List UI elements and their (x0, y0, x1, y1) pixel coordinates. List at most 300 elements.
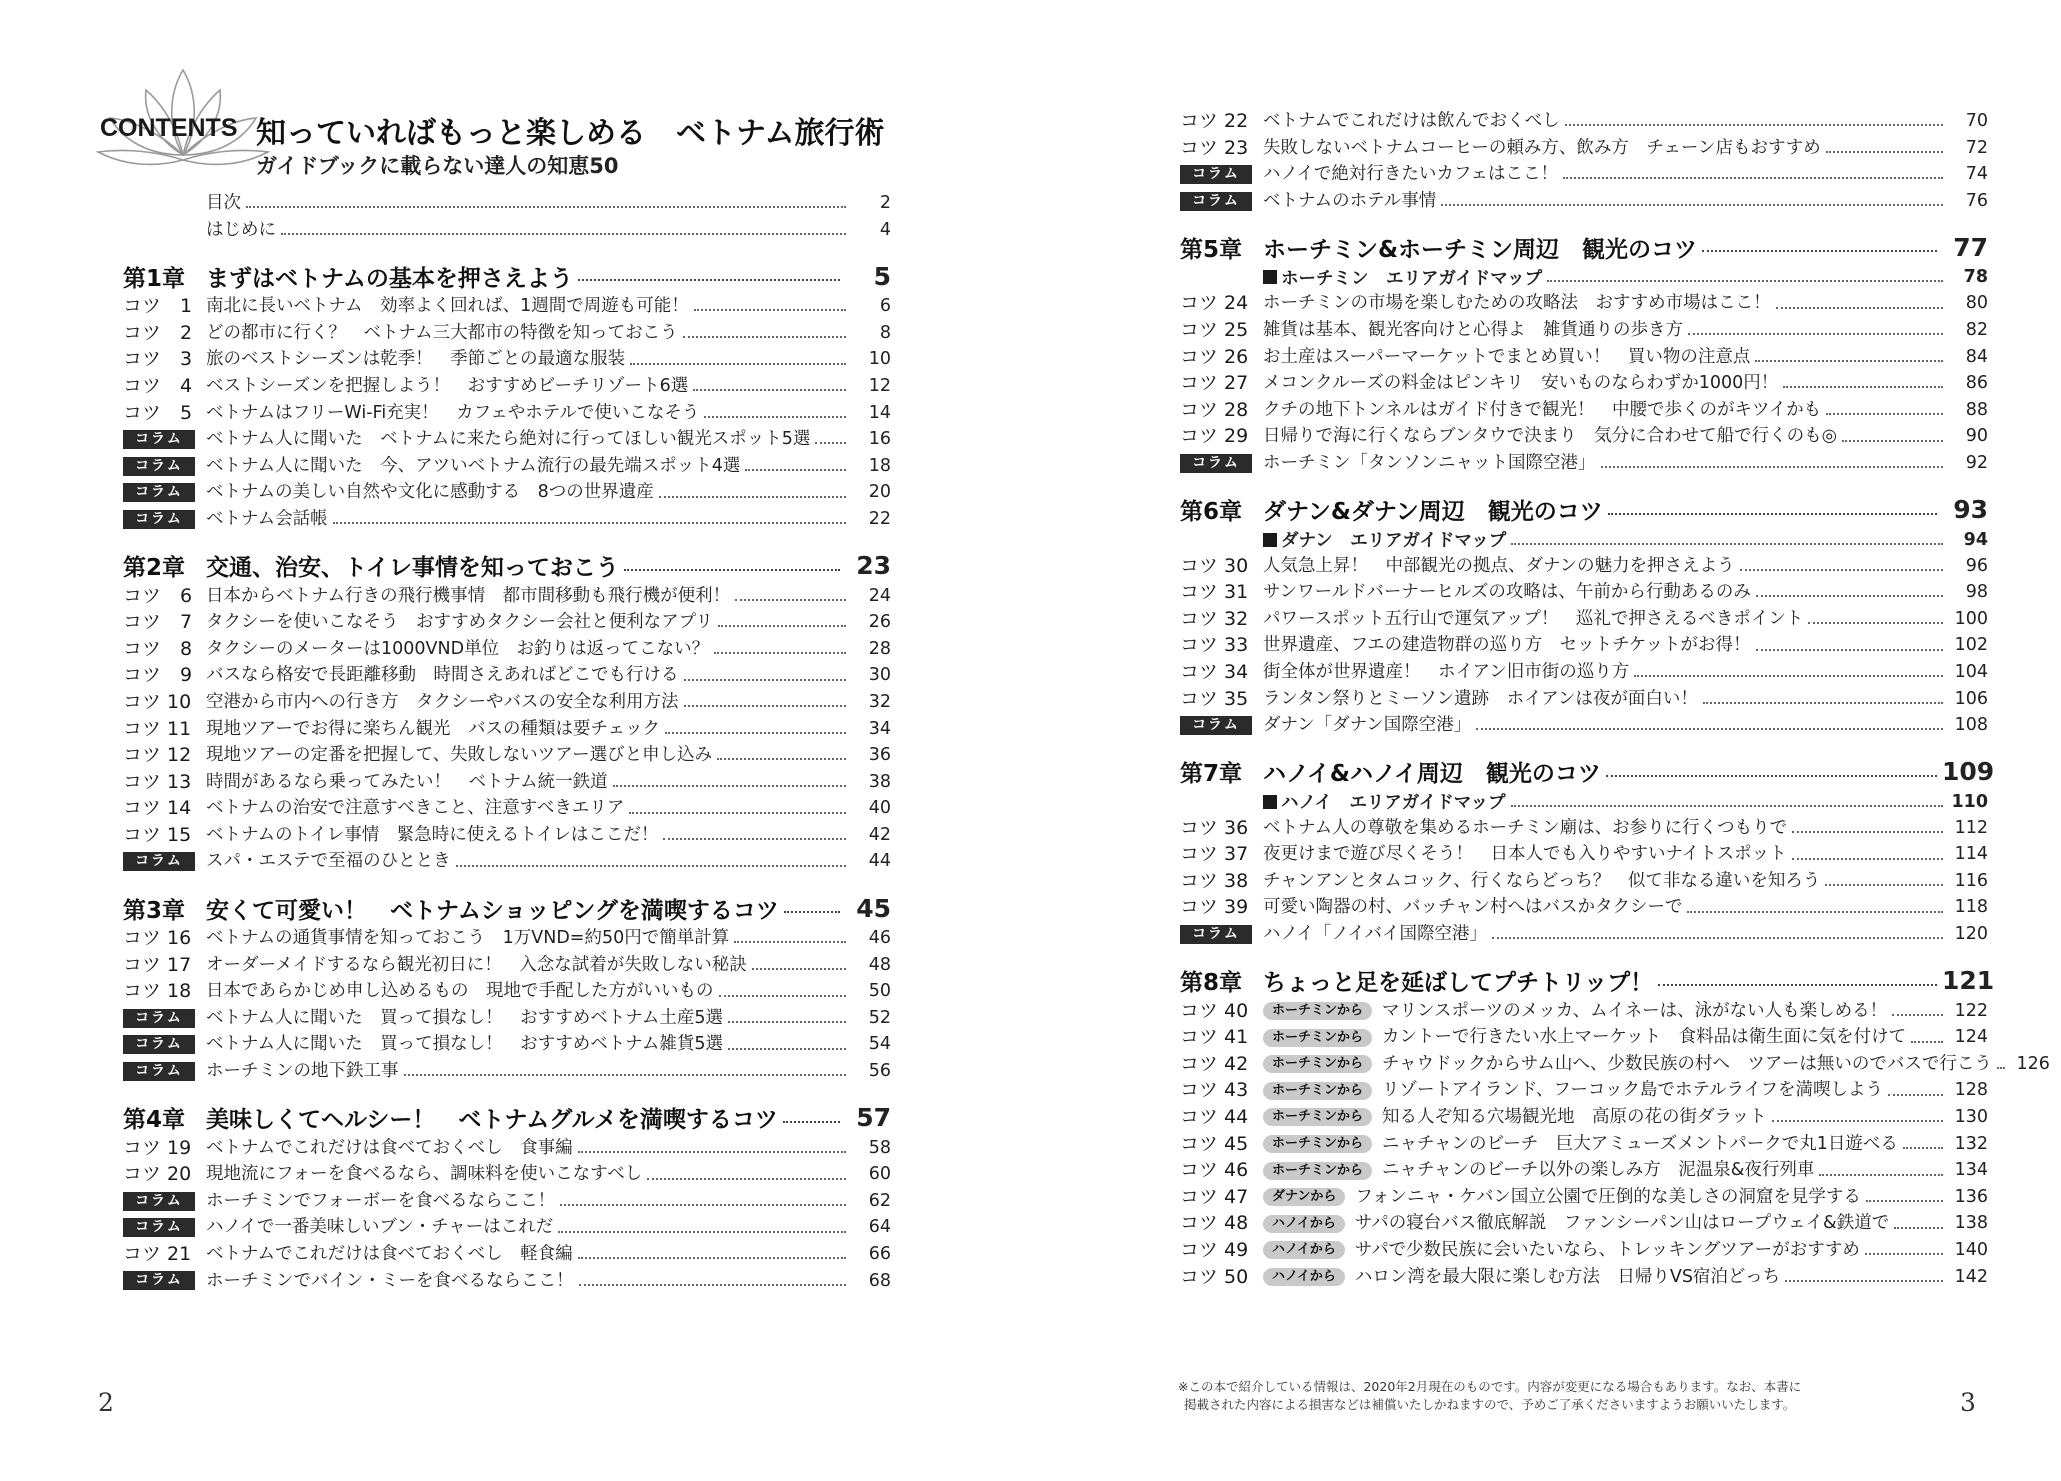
column-badge: コラム (1180, 454, 1252, 473)
entry-title: ハノイ「ノイバイ国際空港」 (1263, 924, 1487, 945)
leader-dots (630, 363, 846, 365)
toc-entry[interactable] (123, 978, 891, 1005)
leader-dots (1772, 1120, 1943, 1122)
toc-entry[interactable] (1180, 1157, 1988, 1184)
chapter-page: 5 (873, 261, 891, 291)
column-entry[interactable] (1180, 188, 1988, 215)
entry-title: お土産はスーパーマーケットでまとめ買い！ 買い物の注意点 (1263, 346, 1751, 367)
toc-entry[interactable] (123, 1241, 891, 1268)
entry-title: サパの寝台バス徹底解説 ファンシーパン山はロープウェイ&鉄道で (1354, 1213, 1890, 1234)
leader-dots (560, 1204, 846, 1206)
column-badge: コラム (123, 1062, 195, 1081)
column-badge: コラム (1180, 192, 1252, 211)
entry-page: 120 (1954, 924, 1988, 945)
tip-label: コツ 32 (1180, 607, 1249, 630)
toc-entry[interactable] (1180, 1184, 1988, 1211)
leader-dots (1601, 466, 1944, 468)
toc-entry[interactable] (123, 320, 891, 347)
leader-dots (683, 336, 846, 338)
entry-title: 世界遺産、フエの建造物群の巡り方 セットチケットがお得！ (1263, 635, 1751, 656)
entry-page: 22 (868, 508, 891, 529)
left-page (0, 0, 1030, 1481)
entry-title: ベトナム人に聞いた 買って損なし！ おすすめベトナム雑貨5選 (206, 1034, 724, 1055)
chapter-title: 美味しくてヘルシー！ ベトナムグルメを満喫するコツ (206, 1107, 778, 1134)
entry-page: 114 (1954, 844, 1988, 865)
leader-dots (1606, 775, 1937, 777)
toc-entry[interactable] (123, 293, 891, 320)
entry-title: 雑貨は基本、観光客向けと心得よ 雑貨通りの歩き方 (1263, 319, 1683, 340)
entry-page: 98 (1965, 582, 1988, 603)
toc-entry[interactable] (1180, 815, 1988, 842)
toc-entry[interactable] (1180, 1077, 1988, 1104)
leader-dots (246, 206, 846, 208)
origin-tag: ホーチミンから (1263, 1055, 1372, 1073)
entry-page: 16 (868, 429, 891, 450)
leader-dots (659, 496, 846, 498)
entry-title: 街全体が世界遺産！ ホイアン旧市街の巡り方 (1263, 661, 1630, 682)
entry-title: 空港から市内への行き方 タクシーやバスの安全な利用方法 (206, 691, 679, 712)
leader-dots (1634, 675, 1943, 677)
entry-page: 26 (868, 612, 891, 633)
tip-label: コツ 2 (123, 321, 193, 344)
entry-page: 60 (868, 1164, 891, 1185)
entry-page: 78 (1963, 267, 1988, 288)
toc-entry[interactable] (123, 1161, 891, 1188)
entry-title: 現地ツアーの定番を把握して、失敗しないツアー選びと申し込み (206, 745, 713, 766)
leader-dots (1826, 151, 1943, 153)
tip-label: コツ 30 (1180, 554, 1249, 577)
area-map-entry[interactable] (1180, 789, 1988, 815)
tip-label: コツ 23 (1180, 136, 1249, 159)
toc-entry[interactable] (1180, 998, 1988, 1025)
tip-label: コツ 36 (1180, 816, 1249, 839)
toc-entry[interactable] (123, 925, 891, 952)
area-map-entry[interactable] (1180, 264, 1988, 290)
area-map-title: ダナン エリアガイドマップ (1281, 531, 1507, 552)
entry-page: 38 (868, 771, 891, 792)
chapter-title: 交通、治安、トイレ事情を知っておこう (206, 555, 619, 582)
tip-label: コツ 39 (1180, 896, 1249, 919)
toc-entry[interactable] (1180, 1024, 1988, 1051)
leader-dots (1888, 1094, 1943, 1096)
origin-tag: ハノイから (1263, 1268, 1345, 1286)
entry-page: 66 (868, 1244, 891, 1264)
column-entry[interactable] (123, 848, 891, 875)
entry-page: 70 (1965, 111, 1988, 131)
toc-entry[interactable] (123, 952, 891, 979)
toc-entry[interactable] (123, 583, 891, 610)
leader-dots (578, 1151, 846, 1153)
chapter-page: 121 (1942, 966, 1995, 996)
column-entry[interactable] (123, 479, 891, 506)
entry-page: 72 (1965, 137, 1988, 158)
toc-entry[interactable] (1180, 344, 1988, 371)
toc-entry[interactable] (1180, 632, 1988, 659)
toc-entry[interactable] (1180, 686, 1988, 713)
entry-title: ホーチミンでフォーボーを食べるならここ！ (206, 1190, 556, 1211)
entry-page: 92 (1965, 452, 1988, 473)
leader-dots (694, 309, 846, 311)
leader-dots (1688, 333, 1943, 335)
entry-page: 2 (879, 193, 891, 213)
tip-label: コツ 28 (1180, 398, 1249, 421)
entry-page: 116 (1954, 870, 1988, 891)
entry-title: ベトナムでこれだけは食べておくべし 食事編 (206, 1137, 573, 1158)
column-entry[interactable] (123, 1188, 891, 1215)
tip-label: コツ 20 (123, 1163, 192, 1186)
tip-label: コツ 12 (123, 744, 192, 767)
entry-title: ニャチャンのビーチ以外の楽しみ方 泥温泉&夜行列車 (1382, 1160, 1815, 1181)
toc-entry[interactable] (123, 636, 891, 663)
toc-entry[interactable] (1180, 423, 1988, 450)
chapter-label: 第7章 (1180, 761, 1243, 788)
column-badge: コラム (123, 483, 195, 502)
entry-page: 96 (1965, 555, 1988, 576)
tip-label: コツ 5 (123, 401, 193, 424)
entry-title: ベトナムのトイレ事情 緊急時に使えるトイレはここだ！ (206, 824, 659, 845)
tip-label: コツ 6 (123, 584, 193, 607)
chapter-title: ハノイ&ハノイ周辺 観光のコツ (1263, 761, 1601, 788)
entry-title: 夜更けまで遊び尽くそう！ 日本人でも入りやすいナイトスポット (1263, 844, 1787, 865)
entry-title: サパで少数民族に会いたいなら、トレッキングツアーがおすすめ (1354, 1240, 1860, 1260)
entry-title: ホーチミンの地下鉄工事 (206, 1061, 399, 1082)
leader-dots (613, 785, 846, 787)
entry-page: 48 (868, 954, 891, 975)
origin-tag: ホーチミンから (1263, 1002, 1372, 1020)
column-badge: コラム (1180, 165, 1252, 184)
chapter-heading[interactable] (123, 549, 891, 583)
entry-title: フォンニャ・ケバン国立公園で圧倒的な美しさの洞窟を見学する (1355, 1186, 1861, 1207)
leader-dots (647, 1178, 846, 1180)
entry-title: ホーチミンでバイン・ミーを食べるならここ！ (206, 1270, 574, 1291)
entry-title: スパ・エステで至福のひととき (206, 851, 451, 872)
toc-entry[interactable] (1180, 135, 1988, 162)
entry-page: 64 (868, 1217, 891, 1238)
toc-entry[interactable] (123, 822, 891, 849)
chapter-heading[interactable] (1180, 755, 1995, 789)
toc-entry[interactable] (123, 795, 891, 822)
entry-page: 90 (1965, 426, 1988, 447)
origin-tag: ホーチミンから (1263, 1108, 1372, 1126)
chapter-heading[interactable] (123, 259, 891, 293)
tip-label: コツ 49 (1180, 1239, 1249, 1261)
page-number-left: 2 (98, 1388, 114, 1417)
toc-entry[interactable] (1180, 553, 1988, 580)
leader-dots (704, 416, 846, 418)
entry-title: マリンスポーツのメッカ、ムイネーは、泳がない人も楽しめる！ (1382, 1000, 1888, 1021)
chapter-title: ホーチミン&ホーチミン周辺 観光のコツ (1263, 236, 1698, 263)
entry-page: 8 (879, 322, 891, 343)
leader-dots (1702, 250, 1937, 252)
toc-entry[interactable] (1180, 290, 1988, 317)
entry-page: 108 (1954, 715, 1988, 736)
entry-page: 138 (1954, 1213, 1988, 1234)
entry-title: ニャチャンのビーチ 巨大アミューズメントパークで丸1日遊べる (1382, 1133, 1898, 1154)
tip-label: コツ 17 (123, 953, 192, 976)
entry-title: ベトナムの通貨事情を知っておこう 1万VND=約50円で簡単計算 (206, 928, 730, 949)
column-entry[interactable] (123, 1005, 891, 1032)
leader-dots (1808, 622, 1943, 624)
leader-dots (1783, 386, 1943, 388)
tip-label: コツ 24 (1180, 292, 1249, 315)
column-badge: コラム (123, 1271, 195, 1290)
tip-label: コツ 50 (1180, 1265, 1249, 1288)
chapter-heading[interactable] (1180, 493, 1988, 527)
column-entry[interactable] (1180, 712, 1988, 739)
tip-label: コツ 33 (1180, 634, 1249, 657)
leader-dots (665, 732, 846, 734)
tip-label: コツ 45 (1180, 1132, 1249, 1155)
entry-title: リゾートアイランド、フーコック島でホテルライフを満喫しよう (1382, 1080, 1884, 1101)
entry-page: 126 (2016, 1053, 2050, 1074)
toc-entry[interactable] (123, 716, 891, 743)
leader-dots (1756, 649, 1943, 651)
chapter-label: 第3章 (123, 897, 186, 924)
toc-entry[interactable] (123, 190, 891, 217)
column-entry[interactable] (123, 1031, 891, 1058)
entry-title: 失敗しないベトナムコーヒーの頼み方、飲み方 チェーン店もおすすめ (1263, 137, 1821, 158)
toc-entry[interactable] (123, 346, 891, 373)
column-entry[interactable] (123, 1058, 891, 1085)
chapter-heading[interactable] (123, 891, 891, 925)
entry-title: ダナン「ダナン国際空港」 (1263, 715, 1472, 736)
toc-entry[interactable] (1180, 1237, 1988, 1264)
entry-page: 52 (868, 1007, 891, 1028)
column-entry[interactable] (1180, 921, 1988, 948)
tip-label: コツ 27 (1180, 372, 1249, 395)
entry-page: 36 (868, 745, 891, 766)
leader-dots (1547, 280, 1943, 282)
leader-dots (1792, 831, 1943, 833)
tip-label: コツ 26 (1180, 345, 1249, 368)
leader-dots (1866, 1200, 1943, 1202)
chapter-label: 第5章 (1180, 236, 1243, 263)
leader-dots (1687, 911, 1943, 913)
chapter-label: 第2章 (123, 555, 186, 582)
tip-label: コツ 13 (123, 770, 192, 793)
entry-title: ベトナム会話帳 (206, 508, 328, 529)
chapter-page: 93 (1953, 495, 1988, 525)
entry-page: 132 (1954, 1133, 1988, 1154)
leader-dots (693, 389, 846, 391)
origin-tag: ホーチミンから (1263, 1082, 1372, 1100)
column-entry[interactable] (123, 453, 891, 480)
tip-label: コツ 46 (1180, 1159, 1249, 1182)
tip-label: コツ 11 (123, 717, 192, 740)
entry-title: どの都市に行く？ ベトナム三大都市の特徴を知っておこう (206, 322, 678, 343)
tip-label: コツ 18 (123, 980, 192, 1003)
entry-page: 28 (868, 638, 891, 659)
entry-title: タクシーのメーターは1000VND単位 お釣りは返ってこない？ (206, 638, 710, 659)
entry-page: 122 (1954, 1000, 1988, 1021)
leader-dots (1608, 513, 1937, 515)
entry-page: 50 (868, 981, 891, 1002)
leader-dots (719, 995, 847, 997)
tip-label: コツ 15 (123, 823, 192, 846)
entry-title: 可愛い陶器の村、バッチャン村へはバスかタクシーで (1263, 897, 1683, 918)
tip-label: コツ 43 (1180, 1079, 1249, 1102)
origin-tag: ホーチミンから (1263, 1029, 1372, 1047)
entry-title: ベトナムはフリーWi-Fi充実！ カフェやホテルで使いこなそう (206, 402, 700, 423)
leader-dots (578, 279, 840, 281)
entry-page: 88 (1965, 399, 1988, 420)
entry-page: 12 (868, 375, 891, 396)
entry-page: 4 (879, 219, 891, 240)
leader-dots (1740, 569, 1943, 571)
toc-entry[interactable] (123, 742, 891, 769)
entry-page: 20 (868, 482, 891, 503)
column-badge: コラム (123, 852, 195, 871)
toc-entry[interactable] (123, 689, 891, 716)
leader-dots (714, 652, 846, 654)
page-number-right: 3 (1960, 1388, 1976, 1417)
entry-page: 104 (1954, 661, 1988, 682)
leader-dots (745, 469, 846, 471)
entry-title: 時間があるなら乗ってみたい！ ベトナム統一鉄道 (206, 771, 608, 792)
chapter-title: 安くて可愛い！ ベトナムショッピングを満喫するコツ (206, 897, 779, 924)
chapter-label: 第4章 (123, 1107, 186, 1134)
entry-page: 106 (1954, 688, 1988, 709)
column-badge: コラム (123, 430, 195, 449)
entry-page: 94 (1963, 529, 1988, 550)
chapter-title: ダナン&ダナン周辺 観光のコツ (1263, 499, 1603, 526)
tip-label: コツ 14 (123, 797, 192, 820)
leader-dots (1785, 1280, 1943, 1282)
entry-title: ベトナム人に聞いた ベトナムに来たら絶対に行ってほしい観光スポット5選 (206, 429, 811, 450)
toc-entry[interactable] (1180, 659, 1988, 686)
leader-dots (718, 625, 846, 627)
toc-entry[interactable] (1180, 317, 1988, 344)
entry-title: 現地ツアーでお得に楽ちん観光 バスの種類は要チェック (206, 718, 660, 739)
entry-title: チャンアンとタムコック、行くならどっち？ 似て非なる違いを知ろう (1263, 870, 1821, 891)
entry-page: 62 (868, 1190, 891, 1211)
toc-entry[interactable] (123, 1135, 891, 1162)
leader-dots (456, 865, 846, 867)
column-badge: コラム (123, 1218, 195, 1237)
entry-title: 日本からベトナム行きの飛行機事情 都市間移動も飛行機が便利！ (206, 585, 731, 606)
entry-page: 84 (1965, 346, 1988, 367)
toc-entry[interactable] (1180, 579, 1988, 606)
toc-entry[interactable] (1180, 868, 1988, 895)
leader-dots (815, 442, 846, 444)
toc-entry[interactable] (123, 769, 891, 796)
column-badge: コラム (123, 457, 195, 476)
column-entry[interactable] (123, 506, 891, 533)
tip-label: コツ 42 (1180, 1052, 1249, 1075)
toc-entry[interactable] (123, 217, 891, 244)
entry-title: カントーで行きたい水上マーケット 食料品は衛生面に気を付けて (1382, 1027, 1907, 1048)
toc-entry[interactable] (1180, 1104, 1988, 1131)
toc-entry[interactable] (1180, 841, 1988, 868)
toc-entry[interactable] (123, 662, 891, 689)
leader-dots (404, 1074, 847, 1076)
chapter-label: 第6章 (1180, 499, 1243, 526)
toc-entry[interactable] (1180, 606, 1988, 633)
entry-title: ベトナムの美しい自然や文化に感動する 8つの世界遺産 (206, 482, 654, 503)
leader-dots (1911, 1041, 1943, 1043)
toc-entry[interactable] (1180, 894, 1988, 921)
tip-label: コツ 16 (123, 927, 192, 950)
column-entry[interactable] (123, 1268, 891, 1295)
toc-entry[interactable] (1180, 1051, 2050, 1078)
toc-entry[interactable] (1180, 370, 1988, 397)
tip-label: コツ 9 (123, 664, 193, 687)
column-entry[interactable] (123, 426, 891, 453)
leader-dots (1441, 204, 1943, 206)
column-entry[interactable] (123, 1214, 891, 1241)
toc-entry[interactable] (1180, 1131, 1988, 1158)
tip-label: コツ 31 (1180, 581, 1249, 604)
tip-label: コツ 19 (123, 1136, 192, 1159)
leader-dots (1903, 1147, 1943, 1149)
leader-dots (1865, 1253, 1943, 1255)
leader-dots (728, 1048, 846, 1050)
chapter-heading[interactable] (1180, 964, 1995, 998)
area-map-title: ホーチミン エリアガイドマップ (1281, 268, 1543, 289)
toc-entry[interactable] (1180, 1264, 1988, 1291)
entry-page: 32 (868, 691, 891, 712)
column-entry[interactable] (1180, 450, 1988, 477)
entry-title: ベトナムでこれだけは飲んでおくべし (1263, 111, 1560, 131)
entry-title: メコンクルーズの料金はピンキリ 安いものならわずか1000円！ (1263, 373, 1779, 394)
entry-title: ホーチミンの市場を楽しむための攻略法 おすすめ市場はここ！ (1263, 293, 1771, 314)
chapter-heading[interactable] (1180, 230, 1988, 264)
entry-page: 34 (868, 718, 891, 739)
chapter-heading[interactable] (123, 1101, 891, 1135)
tip-label: コツ 29 (1180, 425, 1249, 448)
toc-entry[interactable] (1180, 108, 1988, 135)
entry-title: 日本であらかじめ申し込めるもの 現地で手配した方がいいもの (206, 981, 714, 1002)
square-bullet-icon (1263, 533, 1277, 547)
toc-entry[interactable] (1180, 1210, 1988, 1237)
entry-title: ハロン湾を最大限に楽しむ方法 日帰りVS宿泊どっち (1354, 1266, 1781, 1287)
entry-title: ベトナムのホテル事情 (1263, 190, 1437, 211)
entry-page: 14 (868, 402, 891, 423)
entry-title: ベトナムの治安で注意すべきこと、注意すべきエリア (206, 798, 625, 819)
toc-entry[interactable] (123, 400, 891, 427)
entry-title: サンワールドバーナーヒルズの攻略は、午前から行動あるのみ (1263, 582, 1751, 603)
toc-entry[interactable] (123, 373, 891, 400)
entry-page: 142 (1954, 1266, 1988, 1287)
leader-dots (728, 1021, 846, 1023)
leader-dots (1492, 937, 1943, 939)
entry-page: 56 (868, 1061, 891, 1082)
leader-dots (684, 705, 847, 707)
entry-page: 102 (1954, 635, 1988, 656)
leader-dots (663, 838, 846, 840)
area-map-entry[interactable] (1180, 527, 1988, 553)
column-entry[interactable] (1180, 161, 1988, 188)
footnote (1178, 1378, 1898, 1414)
footnote-line: 掲載された内容による損害などは補償いたしかねますので、予めご了承くださいますようお願いいたします。 (1184, 1397, 1796, 1412)
origin-tag: ハノイから (1263, 1241, 1345, 1259)
entry-title: ベトナム人に聞いた 今、アツいベトナム流行の最先端スポット4選 (206, 455, 741, 476)
toc-entry[interactable] (123, 609, 891, 636)
entry-page: 134 (1954, 1160, 1988, 1181)
leader-dots (1511, 805, 1943, 807)
leader-dots (1776, 307, 1943, 309)
leader-dots (784, 911, 840, 913)
entry-title: パワースポット五行山で運気アップ！ 巡礼で押さえるべきポイント (1263, 608, 1804, 629)
tip-label: コツ 41 (1180, 1026, 1249, 1049)
origin-tag: ホーチミンから (1263, 1135, 1372, 1153)
entry-title: 旅のベストシーズンは乾季！ 季節ごとの最適な服装 (206, 349, 626, 370)
leader-dots (1658, 984, 1937, 986)
toc-entry[interactable] (1180, 397, 1988, 424)
leader-dots (579, 1284, 847, 1286)
tip-label: コツ 21 (123, 1243, 192, 1265)
column-badge: コラム (1180, 925, 1252, 944)
